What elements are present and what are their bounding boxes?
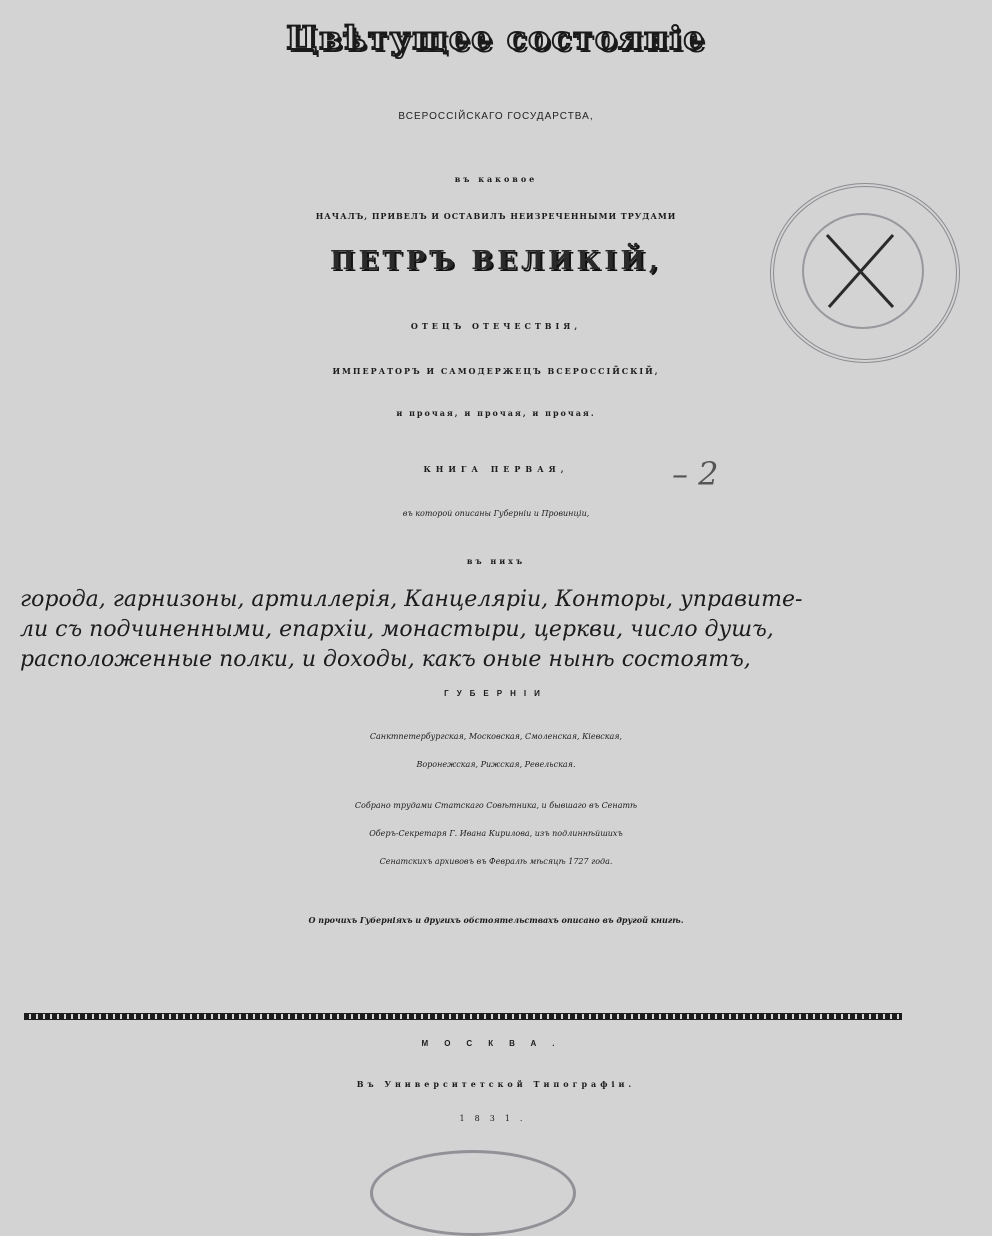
book-number: КНИГА ПЕРВАЯ, — [423, 464, 569, 474]
other-gubernii-note: О прочихъ Губерніяхъ и другихъ обстоятельствахъ описано въ другой книгѣ. — [308, 915, 684, 925]
subtitle-which: въ каковое — [454, 174, 538, 184]
gubernii-list-line: Санктпетербургская, Московская, Смоленская, Кіевская, — [369, 732, 623, 741]
role-emperor: ИМПЕРАТОРЪ И САМОДЕРЖЕЦЪ ВСЕРОССІЙСКІЙ, — [332, 366, 660, 376]
subtitle-state: ВСЕРОССІЙСКАГО ГОСУДАРСТВА, — [398, 111, 594, 122]
compiled-by-line: Сенатскихъ архивовъ въ Февралѣ мѣсяцѣ 1727 года. — [379, 857, 613, 866]
paragraph-line: ли съ подчиненными, епархіи, монастыри, церкви, число душъ, — [20, 617, 774, 642]
gubernii-list-line: Воронежская, Рижская, Ревельская. — [416, 760, 576, 769]
role-etc: и прочая, и прочая, и прочая. — [396, 408, 596, 418]
ornamental-rule — [24, 1013, 902, 1020]
handwritten-note: – 2 — [672, 455, 719, 493]
contents-paragraph — [20, 585, 972, 675]
role-father: ОТЕЦЪ ОТЕЧЕСТВІЯ, — [410, 321, 582, 331]
gubernii-heading: ГУБЕРНІИ — [444, 689, 548, 698]
bottom-stamp — [370, 1150, 576, 1236]
compiled-by-line: Собрано трудами Статскаго Совѣтника, и бывшаго въ Сенатѣ — [354, 801, 638, 810]
in-them-label: въ нихъ — [466, 556, 526, 566]
subtitle-labors: НАЧАЛЪ, ПРИВЕЛЪ И ОСТАВИЛЪ НЕИЗРЕЧЕННЫМИ ТРУДАМИ — [315, 211, 677, 221]
book-description: въ которой описаны Губерніи и Провинціи, — [402, 509, 590, 518]
emperor-name: ПЕТРЪ ВЕЛИКІЙ, — [330, 246, 662, 276]
compiled-by-line: Оберъ-Секретаря Г. Ивана Кирилова, изъ подлиннѣйшихъ — [369, 829, 623, 838]
printing-house: Въ Университетской Типографіи. — [356, 1079, 636, 1089]
city-name: МОСКВА. — [421, 1039, 571, 1048]
publication-year: 1831. — [459, 1114, 533, 1123]
paragraph-line: города, гарнизоны, артиллерія, Канцеляріи, Конторы, управите- — [20, 587, 803, 612]
main-title: Цвѣтущее состояніе — [286, 19, 706, 57]
paragraph-line: расположенные полки, и доходы, какъ оные нынѣ состоятъ, — [20, 647, 751, 672]
